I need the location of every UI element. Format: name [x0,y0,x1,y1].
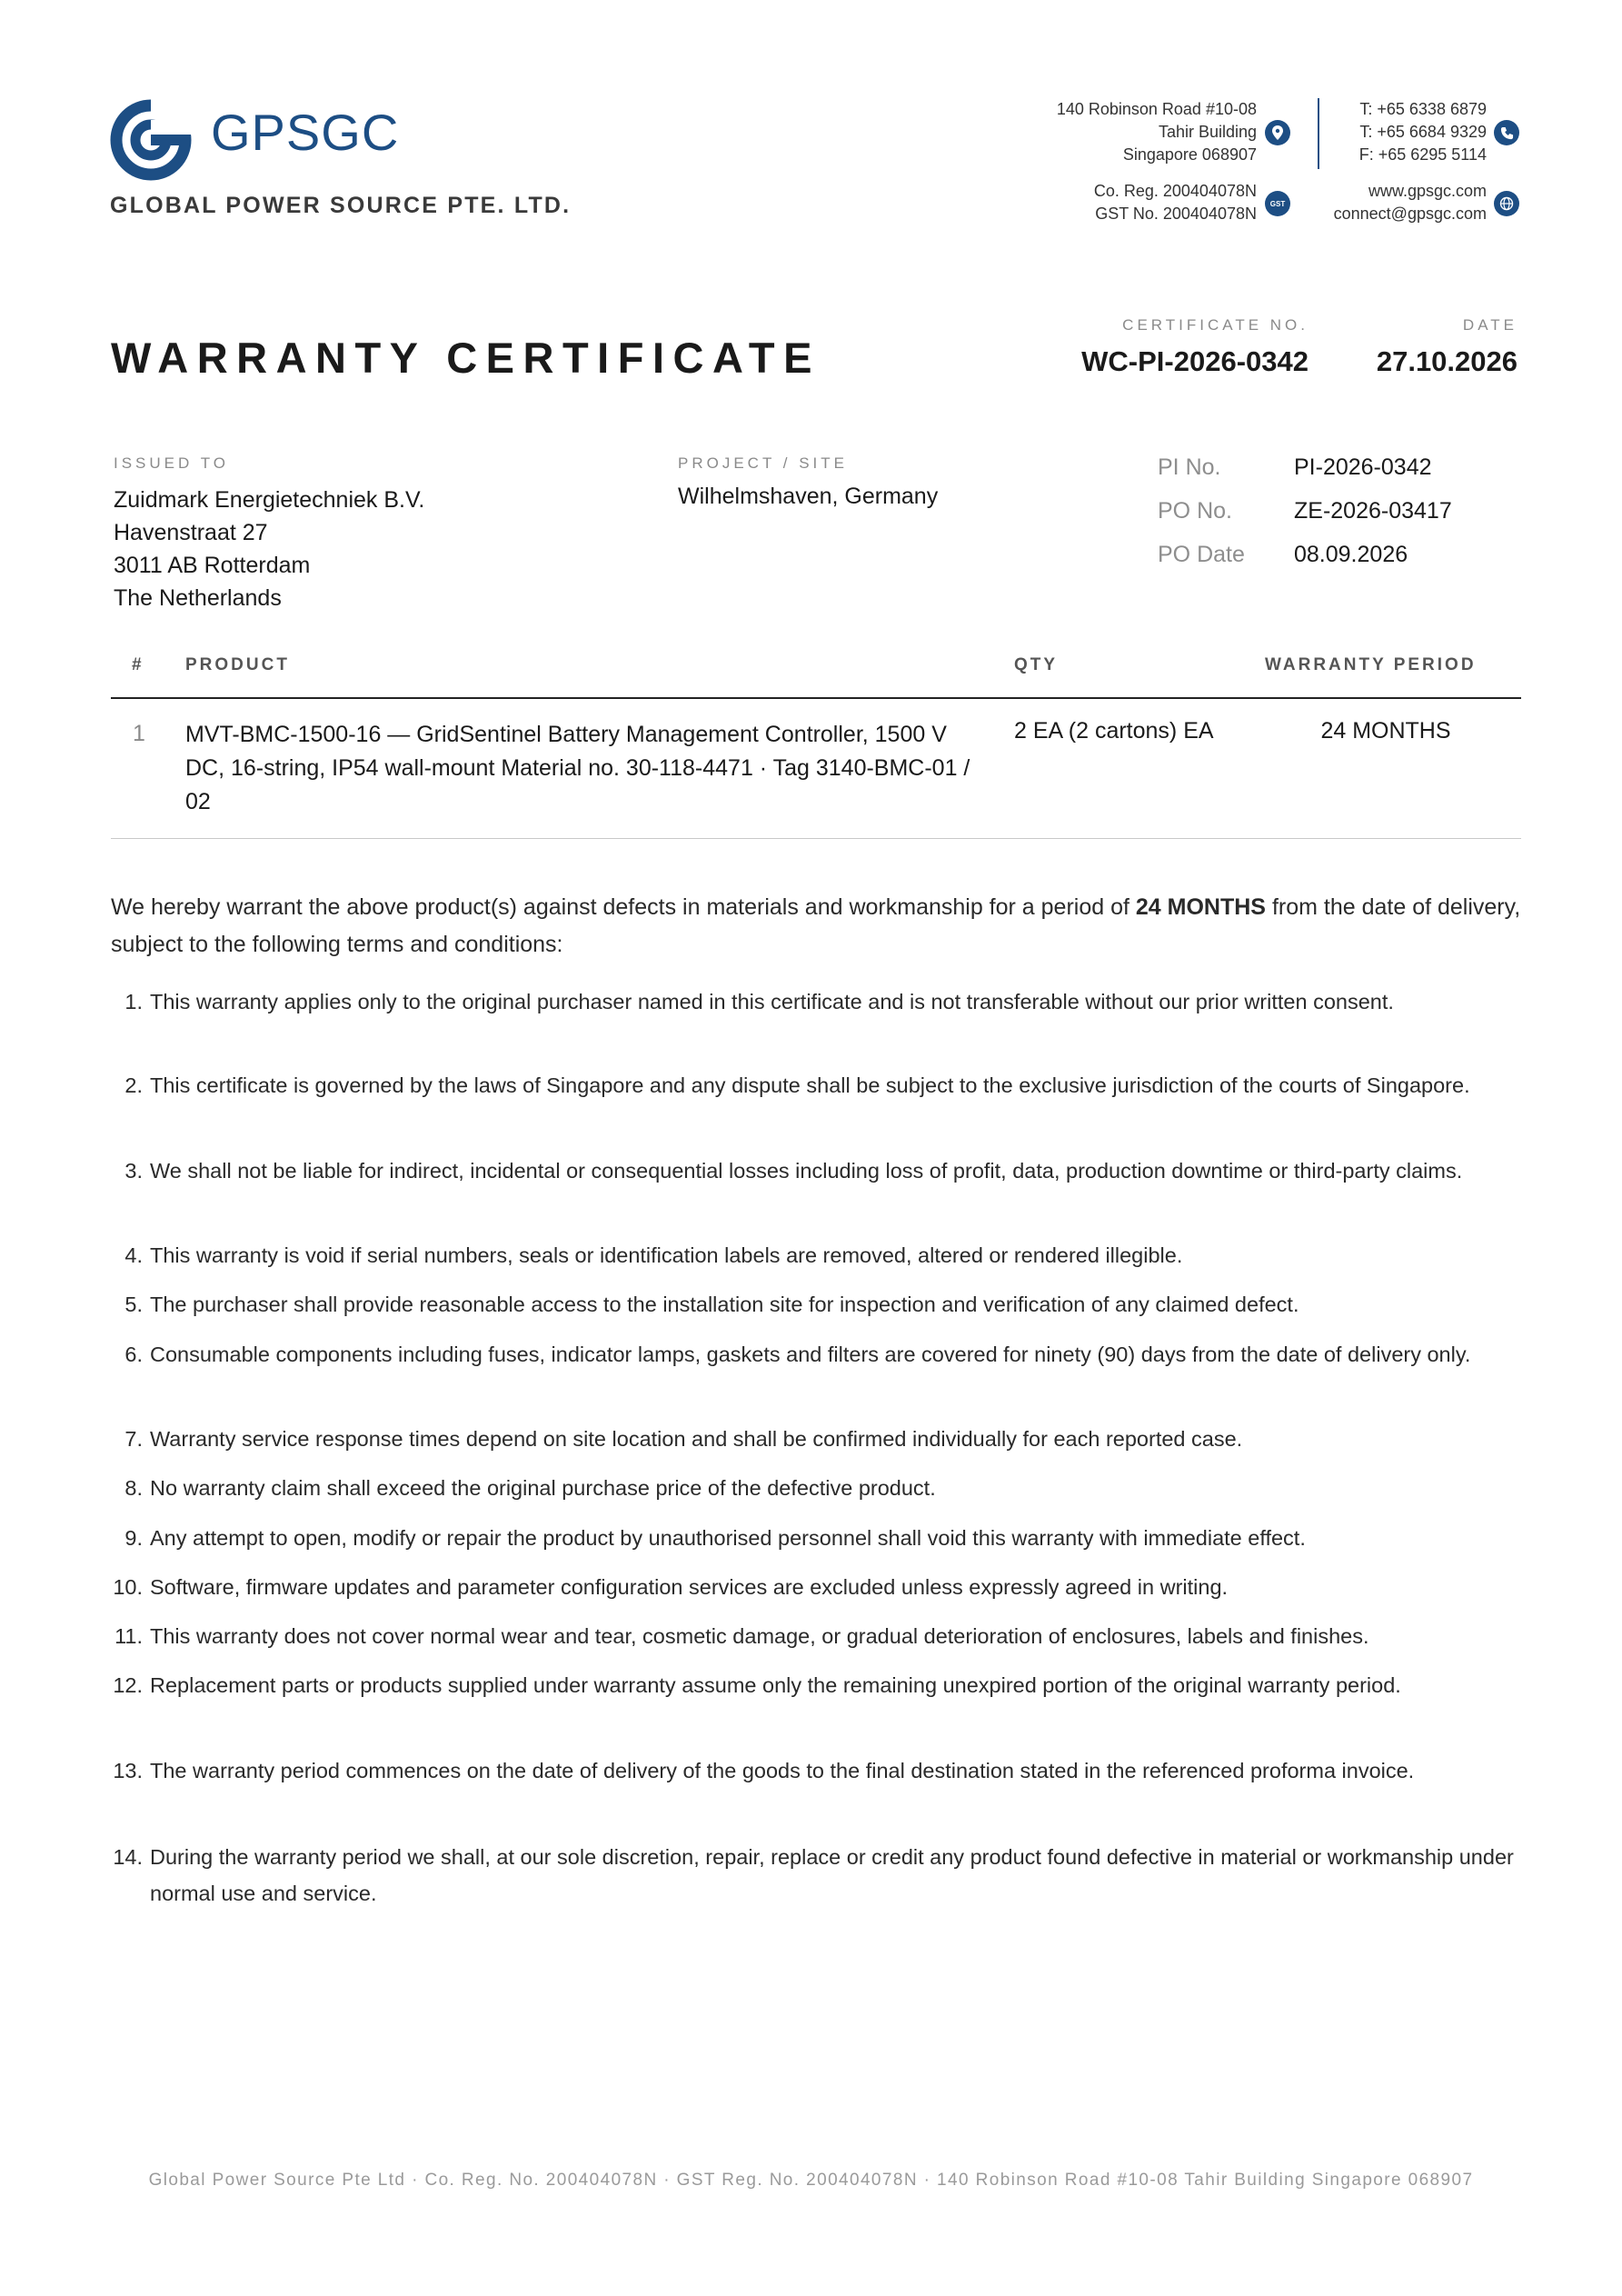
term-text: The purchaser shall provide reasonable access to the installation site for inspection and verification of any claimed defect. [150,1293,1299,1316]
table-cell-number: 1 [133,721,145,746]
term-text: This certificate is governed by the laws of Singapore and any dispute shall be subject to the exclusive jurisdiction of the courts of Singapore. [150,1073,1470,1097]
web-block [1334,180,1487,225]
term-text: This warranty is void if serial numbers, seals or identification labels are removed, altered or rendered illegible. [150,1243,1183,1267]
location-pin-icon [1265,120,1290,145]
intro-text: We hereby warrant the above product(s) against defects in materials and workmanship for a period of [111,894,1136,920]
globe-icon [1494,191,1519,216]
issued-to-line: Zuidmark Energietechniek B.V. [114,487,425,513]
po-number-label: PO No. [1158,498,1232,524]
certificate-number-value: WC-PI-2026-0342 [1081,345,1309,377]
project-site-label: PROJECT / SITE [678,454,848,472]
email-link[interactable]: connect@gpsgc.com [1333,205,1487,223]
term-text: The warranty period commences on the date of delivery of the goods to the final destination stated in the referenced proforma invoice. [150,1759,1415,1782]
pi-number-value: PI-2026-0342 [1294,454,1432,480]
fax-line: F: +65 6295 5114 [1358,145,1487,164]
term-text: We shall not be liable for indirect, incidental or consequential losses including loss of profit, data, production downtime or third-party claims. [150,1159,1463,1183]
phone-block [1359,98,1487,166]
pi-number-label: PI No. [1158,454,1221,480]
term-text: Consumable components including fuses, indicator lamps, gaskets and filters are covered for ninety (90) days from the date of delivery only. [150,1343,1471,1366]
intro-text-end: from the date of delivery, subject to the following terms and conditions: [111,894,1521,957]
table-header-number: # [132,655,144,674]
term-text: This warranty applies only to the original purchaser named in this certificate and is not transferable without our prior written consent. [150,990,1394,1013]
gpsgc-logo-icon [109,98,193,182]
gst-line: GST No. 200404078N [1095,205,1257,223]
website-link[interactable]: www.gpsgc.com [1368,182,1487,200]
table-bottom-rule [111,838,1521,839]
date-label: DATE [1462,316,1518,334]
intro-period: 24 MONTHS [1135,894,1266,920]
table-cell-product: MVT-BMC-1500-16 — GridSentinel Battery Management Controller, 1500 V DC, 16-string, IP54 wall-mount Material no. 30-118-4471 · Tag 3140-BMC-01 / 02 [185,722,970,814]
issued-to-line: 3011 AB Rotterdam [114,553,311,578]
gst-icon: GST [1265,191,1290,216]
document-title: WARRANTY CERTIFICATE [111,334,821,382]
table-cell-qty: 2 EA (2 cartons) EA [1014,718,1214,744]
po-date-value: 08.09.2026 [1294,542,1408,567]
term-text: During the warranty period we shall, at our sole discretion, repair, replace or credit any product found defective in material or workmanship under normal use and service. [150,1845,1514,1905]
certificate-number-label: CERTIFICATE NO. [1122,316,1309,334]
registration-block [1094,180,1257,225]
phone-icon [1494,120,1519,145]
address-line: Tahir Building [1158,123,1257,141]
address-line: Singapore 068907 [1122,145,1257,164]
po-number-value: ZE-2026-03417 [1294,498,1452,524]
phone-line: T: +65 6684 9329 [1359,123,1487,141]
issued-to-line: The Netherlands [114,585,282,611]
po-date-label: PO Date [1158,542,1245,567]
term-text: Any attempt to open, modify or repair the product by unauthorised personnel shall void this warranty with immediate effect. [150,1526,1306,1550]
table-cell-warranty-period: 24 MONTHS [1320,718,1451,744]
term-text: Software, firmware updates and parameter configuration services are excluded unless expressly agreed in writing. [150,1575,1229,1599]
warranty-intro [111,889,1528,963]
date-value: 27.10.2026 [1376,345,1518,377]
page-footer: Global Power Source Pte Ltd · Co. Reg. No. 200404078N · GST Reg. No. 200404078N · 140 Robinson Road #10-08 Tahir Building Singapore 068907 [148,2171,1474,2190]
issued-to-address [114,484,424,614]
table-header-product: PRODUCT [185,655,290,674]
header-divider [1318,98,1319,169]
address-block [1057,98,1257,166]
term-text: No warranty claim shall exceed the original purchase price of the defective product. [150,1476,936,1500]
table-header-warranty-period: WARRANTY PERIOD [1265,655,1477,674]
term-text: This warranty does not cover normal wear and tear, cosmetic damage, or gradual deterioration of enclosures, labels and finishes. [150,1624,1369,1648]
logo-wordmark: GPSGC [211,104,400,161]
company-name: GLOBAL POWER SOURCE PTE. LTD. [110,193,572,218]
issued-to-label: ISSUED TO [114,454,230,472]
term-text: Warranty service response times depend on site location and shall be confirmed individually for each reported case. [150,1427,1243,1451]
company-reg-line: Co. Reg. 200404078N [1093,182,1257,200]
phone-line: T: +65 6338 6879 [1359,100,1487,118]
address-line: 140 Robinson Road #10-08 [1056,100,1257,118]
project-site-value: Wilhelmshaven, Germany [678,484,939,509]
term-text: Replacement parts or products supplied under warranty assume only the remaining unexpired portion of the original warranty period. [150,1673,1401,1697]
table-header-qty: QTY [1014,655,1059,674]
table-header-rule [111,697,1521,699]
issued-to-line: Havenstraat 27 [114,520,268,545]
